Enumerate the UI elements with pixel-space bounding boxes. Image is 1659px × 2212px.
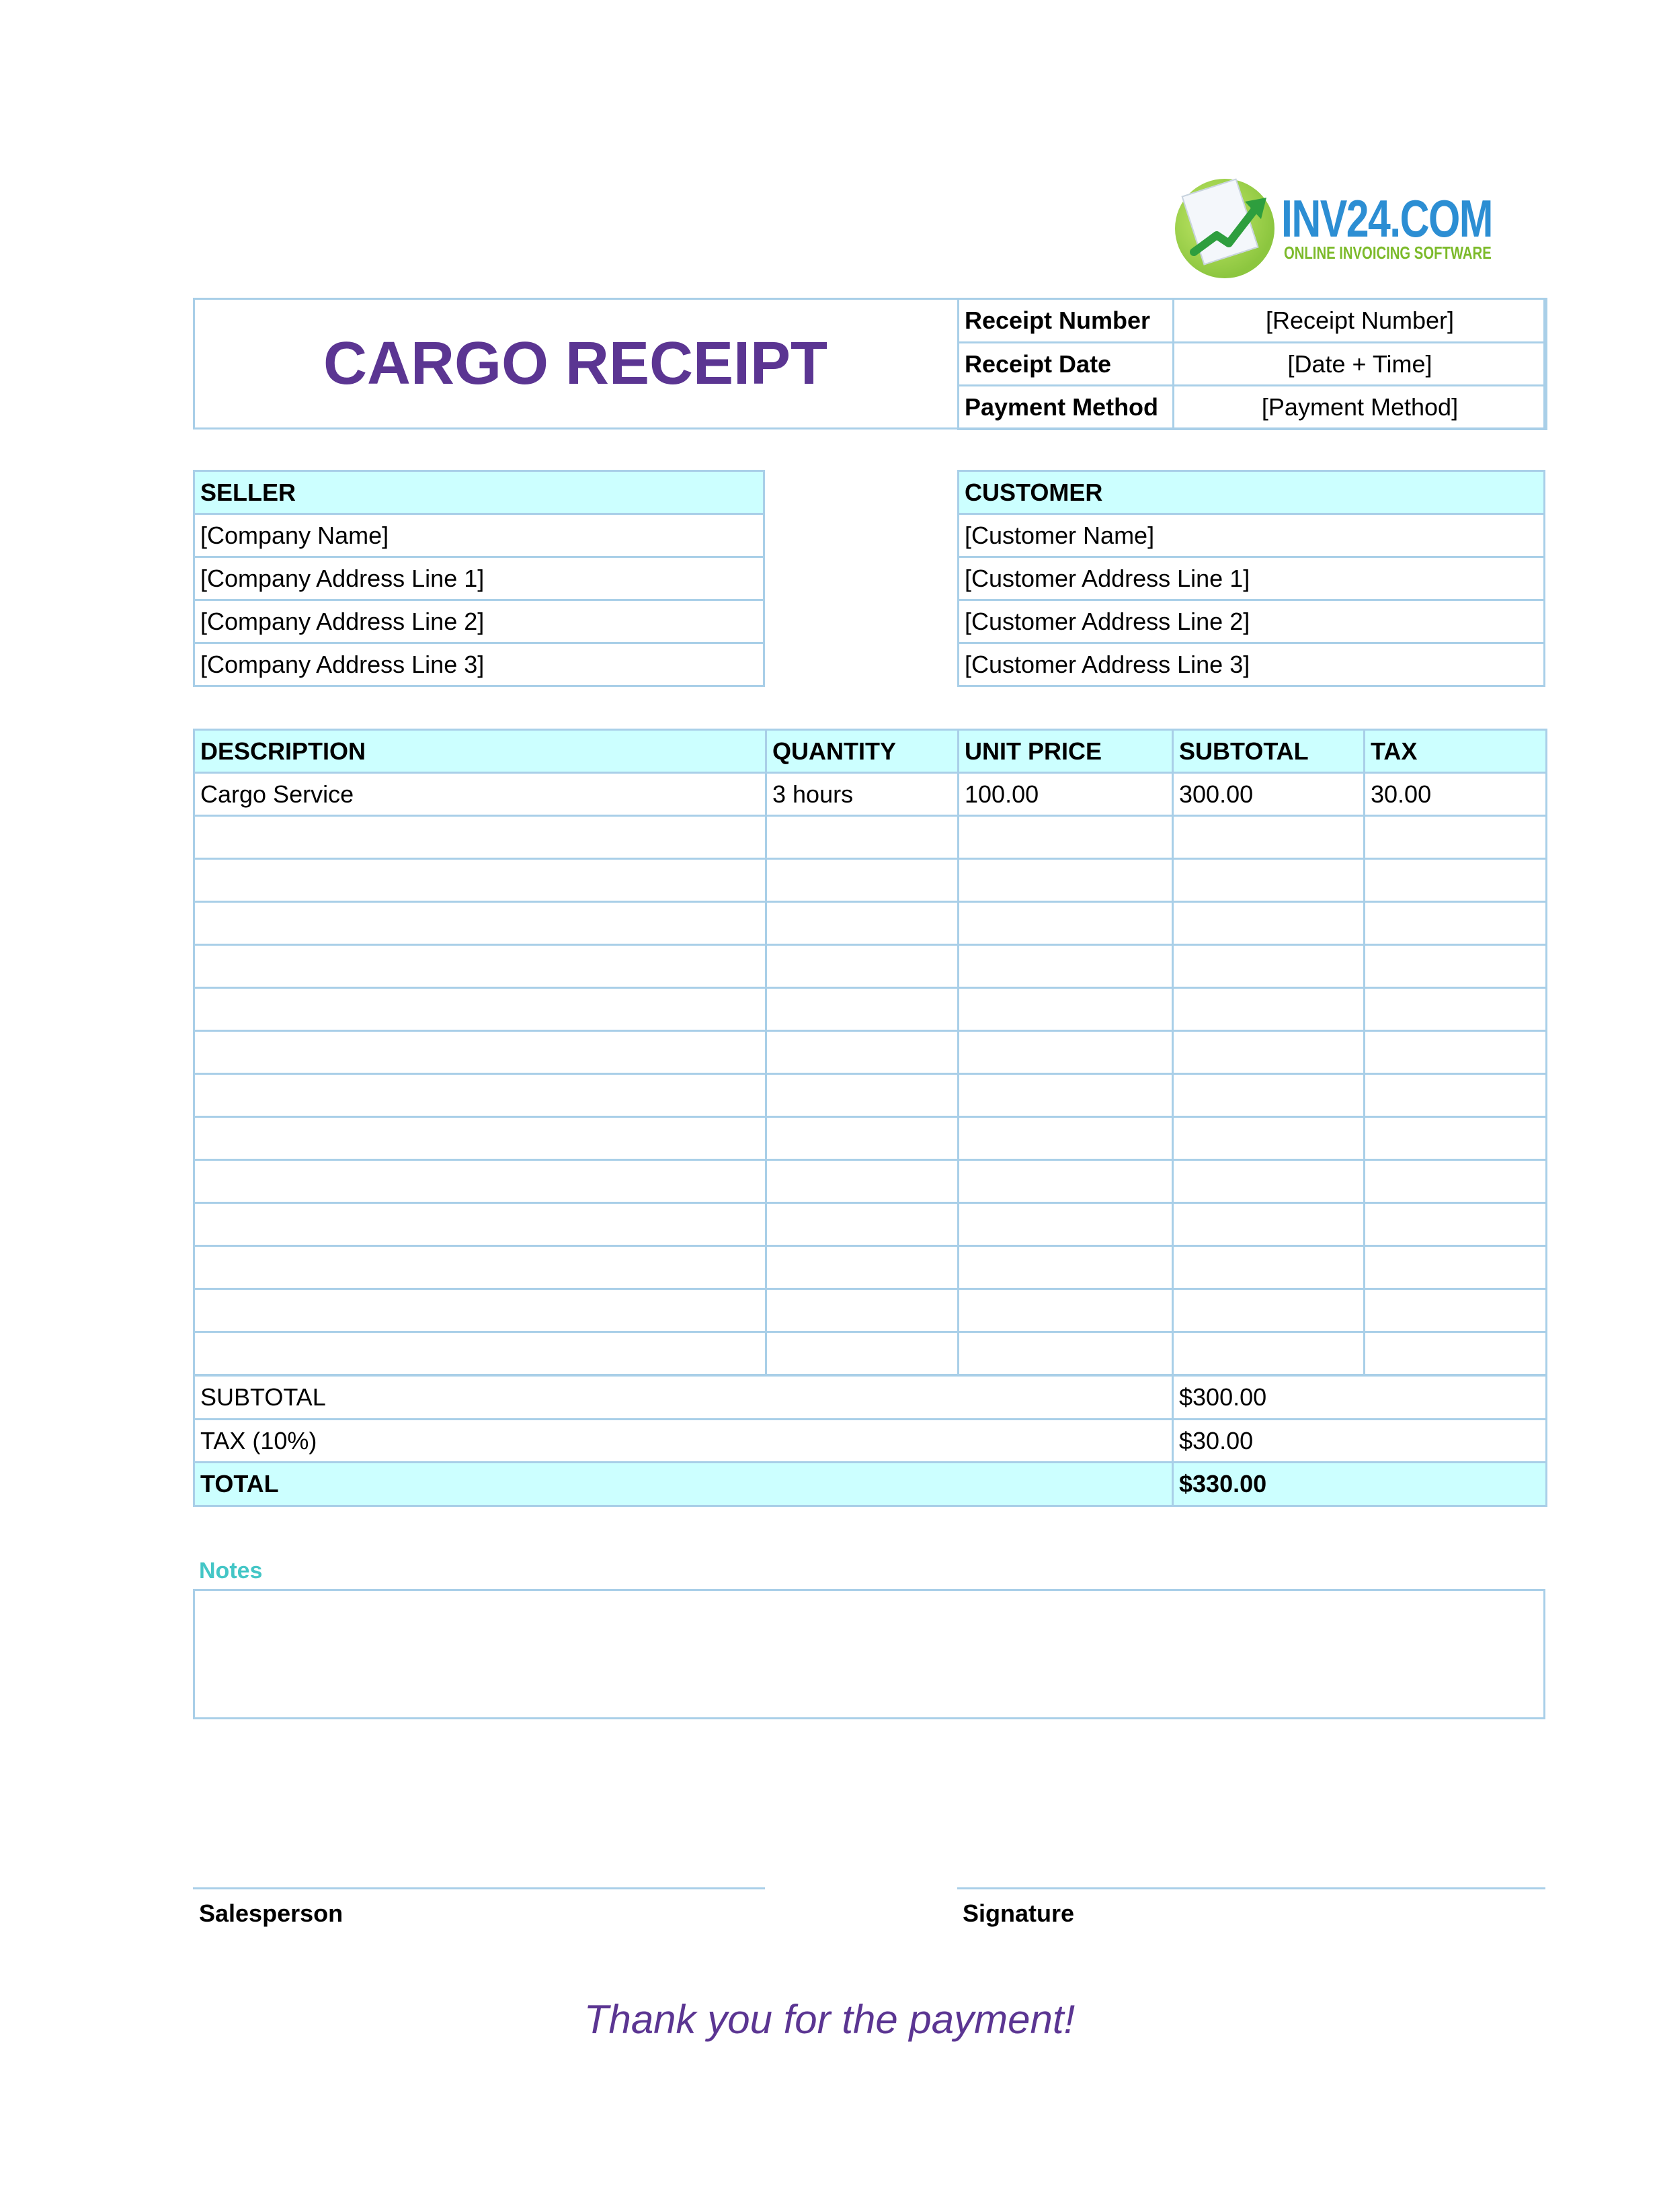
logo-name: INV24.COM (1281, 189, 1492, 248)
cell-description[interactable] (194, 1246, 766, 1289)
table-row (194, 1246, 1547, 1289)
tax-label: TAX (10%) (194, 1420, 1173, 1463)
receipt-info-row (959, 299, 1547, 343)
cell-description[interactable] (194, 945, 766, 988)
cell-description[interactable] (194, 1289, 766, 1332)
receipt-info-table (957, 298, 1547, 430)
cell-quantity[interactable] (766, 1203, 959, 1246)
subtotal-value: $300.00 (1173, 1376, 1547, 1420)
cell-tax[interactable] (1365, 816, 1547, 859)
table-row (194, 859, 1547, 902)
customer-table (957, 470, 1545, 687)
cell-description[interactable] (194, 1203, 766, 1246)
cell-unit-price[interactable] (959, 1117, 1173, 1160)
cell-quantity[interactable] (766, 1160, 959, 1203)
receipt-number-label: Receipt Number (959, 299, 1174, 343)
cell-tax[interactable] (1365, 1246, 1547, 1289)
salesperson-label: Salesperson (199, 1899, 343, 1927)
cell-description[interactable] (194, 816, 766, 859)
payment-method-value[interactable]: [Payment Method] (1174, 386, 1547, 429)
cell-subtotal[interactable] (1173, 1332, 1365, 1375)
subtotal-label: SUBTOTAL (194, 1376, 1173, 1420)
table-row (194, 1074, 1547, 1117)
cell-quantity[interactable] (766, 902, 959, 945)
notes-label: Notes (199, 1558, 263, 1584)
table-row (194, 1117, 1547, 1160)
cell-quantity[interactable] (766, 1117, 959, 1160)
cell-unit-price[interactable]: 100.00 (959, 773, 1173, 816)
cell-tax[interactable] (1365, 988, 1547, 1031)
table-row (194, 773, 1547, 816)
cell-tax[interactable] (1365, 1332, 1547, 1375)
cell-unit-price[interactable] (959, 859, 1173, 902)
cell-description[interactable] (194, 1117, 766, 1160)
table-row (194, 1160, 1547, 1203)
cell-quantity[interactable] (766, 988, 959, 1031)
cell-tax[interactable] (1365, 859, 1547, 902)
table-row (194, 1203, 1547, 1246)
signature-label: Signature (963, 1899, 1075, 1927)
items-header-row (194, 730, 1547, 773)
cell-unit-price[interactable] (959, 988, 1173, 1031)
cell-subtotal[interactable] (1173, 1117, 1365, 1160)
cell-description[interactable] (194, 1074, 766, 1117)
table-row (194, 902, 1547, 945)
cell-subtotal[interactable] (1173, 1246, 1365, 1289)
logo-tagline: ONLINE INVOICING SOFTWARE (1284, 243, 1492, 263)
cell-unit-price[interactable] (959, 1074, 1173, 1117)
table-row (194, 816, 1547, 859)
cell-description[interactable] (194, 902, 766, 945)
cell-description[interactable] (194, 1031, 766, 1074)
cell-quantity[interactable] (766, 1332, 959, 1375)
column-header-unit-price: UNIT PRICE (959, 730, 1173, 773)
totals-row (194, 1376, 1547, 1420)
cell-description[interactable] (194, 1160, 766, 1203)
cell-quantity[interactable] (766, 859, 959, 902)
column-header-tax: TAX (1365, 730, 1547, 773)
cell-unit-price[interactable] (959, 1289, 1173, 1332)
seller-address-line-1[interactable]: [Company Address Line 1] (194, 557, 764, 600)
seller-company-name[interactable]: [Company Name] (194, 514, 764, 557)
cell-quantity[interactable] (766, 945, 959, 988)
totals-row (194, 1420, 1547, 1463)
totals-row (194, 1463, 1547, 1506)
table-row (194, 1332, 1547, 1375)
receipt-number-value[interactable]: [Receipt Number] (1174, 299, 1547, 343)
cell-description[interactable] (194, 988, 766, 1031)
payment-method-label: Payment Method (959, 386, 1174, 429)
cell-quantity[interactable] (766, 1074, 959, 1117)
salesperson-line[interactable] (193, 1887, 765, 1889)
table-row (194, 945, 1547, 988)
cell-tax[interactable] (1365, 1074, 1547, 1117)
seller-table (193, 470, 765, 687)
cell-tax[interactable] (1365, 1160, 1547, 1203)
seller-address-line-3[interactable]: [Company Address Line 3] (194, 643, 764, 686)
table-row (194, 988, 1547, 1031)
cell-tax[interactable] (1365, 902, 1547, 945)
receipt-info-row (959, 386, 1547, 429)
cell-tax[interactable]: 30.00 (1365, 773, 1547, 816)
column-header-subtotal: SUBTOTAL (1173, 730, 1365, 773)
cell-quantity[interactable] (766, 1246, 959, 1289)
table-row (194, 1031, 1547, 1074)
seller-address-line-2[interactable]: [Company Address Line 2] (194, 600, 764, 643)
cell-unit-price[interactable] (959, 1031, 1173, 1074)
customer-heading: CUSTOMER (959, 471, 1545, 514)
items-table (193, 729, 1547, 1376)
cell-subtotal[interactable]: 300.00 (1173, 773, 1365, 816)
growth-arrow-icon (1190, 188, 1270, 262)
customer-name[interactable]: [Customer Name] (959, 514, 1545, 557)
cell-unit-price[interactable] (959, 1160, 1173, 1203)
thank-you-message: Thank you for the payment! (583, 1997, 1076, 2042)
cell-subtotal[interactable] (1173, 902, 1365, 945)
receipt-info-row (959, 343, 1547, 386)
cell-tax[interactable] (1365, 945, 1547, 988)
cell-tax[interactable] (1365, 1203, 1547, 1246)
cell-unit-price[interactable] (959, 945, 1173, 988)
cell-unit-price[interactable] (959, 1203, 1173, 1246)
customer-address-line-1[interactable]: [Customer Address Line 1] (959, 557, 1545, 600)
items-body (194, 773, 1547, 1375)
document-title: CARGO RECEIPT (323, 329, 828, 397)
cell-description[interactable] (194, 859, 766, 902)
totals-table (193, 1375, 1547, 1507)
total-label: TOTAL (194, 1463, 1173, 1506)
cell-subtotal[interactable] (1173, 859, 1365, 902)
cell-subtotal[interactable] (1173, 1203, 1365, 1246)
cell-quantity[interactable] (766, 1031, 959, 1074)
column-header-description: DESCRIPTION (194, 730, 766, 773)
cell-description[interactable] (194, 1332, 766, 1375)
customer-address-line-2[interactable]: [Customer Address Line 2] (959, 600, 1545, 643)
cell-unit-price[interactable] (959, 902, 1173, 945)
tax-value: $30.00 (1173, 1420, 1547, 1463)
cell-subtotal[interactable] (1173, 816, 1365, 859)
cell-tax[interactable] (1365, 1289, 1547, 1332)
cell-description[interactable]: Cargo Service (194, 773, 766, 816)
customer-address-line-3[interactable]: [Customer Address Line 3] (959, 643, 1545, 686)
cell-subtotal[interactable] (1173, 1074, 1365, 1117)
cell-quantity[interactable] (766, 816, 959, 859)
signature-line[interactable] (957, 1887, 1545, 1889)
table-row (194, 1289, 1547, 1332)
cell-tax[interactable] (1365, 1117, 1547, 1160)
cell-subtotal[interactable] (1173, 1031, 1365, 1074)
receipt-date-label: Receipt Date (959, 343, 1174, 386)
cell-subtotal[interactable] (1173, 1160, 1365, 1203)
cell-unit-price[interactable] (959, 1332, 1173, 1375)
notes-field[interactable] (193, 1589, 1545, 1719)
cell-subtotal[interactable] (1173, 988, 1365, 1031)
column-header-quantity: QUANTITY (766, 730, 959, 773)
cell-unit-price[interactable] (959, 1246, 1173, 1289)
cell-subtotal[interactable] (1173, 945, 1365, 988)
seller-heading: SELLER (194, 471, 764, 514)
receipt-date-value[interactable]: [Date + Time] (1174, 343, 1547, 386)
cell-quantity[interactable]: 3 hours (766, 773, 959, 816)
total-value: $330.00 (1173, 1463, 1547, 1506)
cell-subtotal[interactable] (1173, 1289, 1365, 1332)
cell-quantity[interactable] (766, 1289, 959, 1332)
cell-tax[interactable] (1365, 1031, 1547, 1074)
cell-unit-price[interactable] (959, 816, 1173, 859)
